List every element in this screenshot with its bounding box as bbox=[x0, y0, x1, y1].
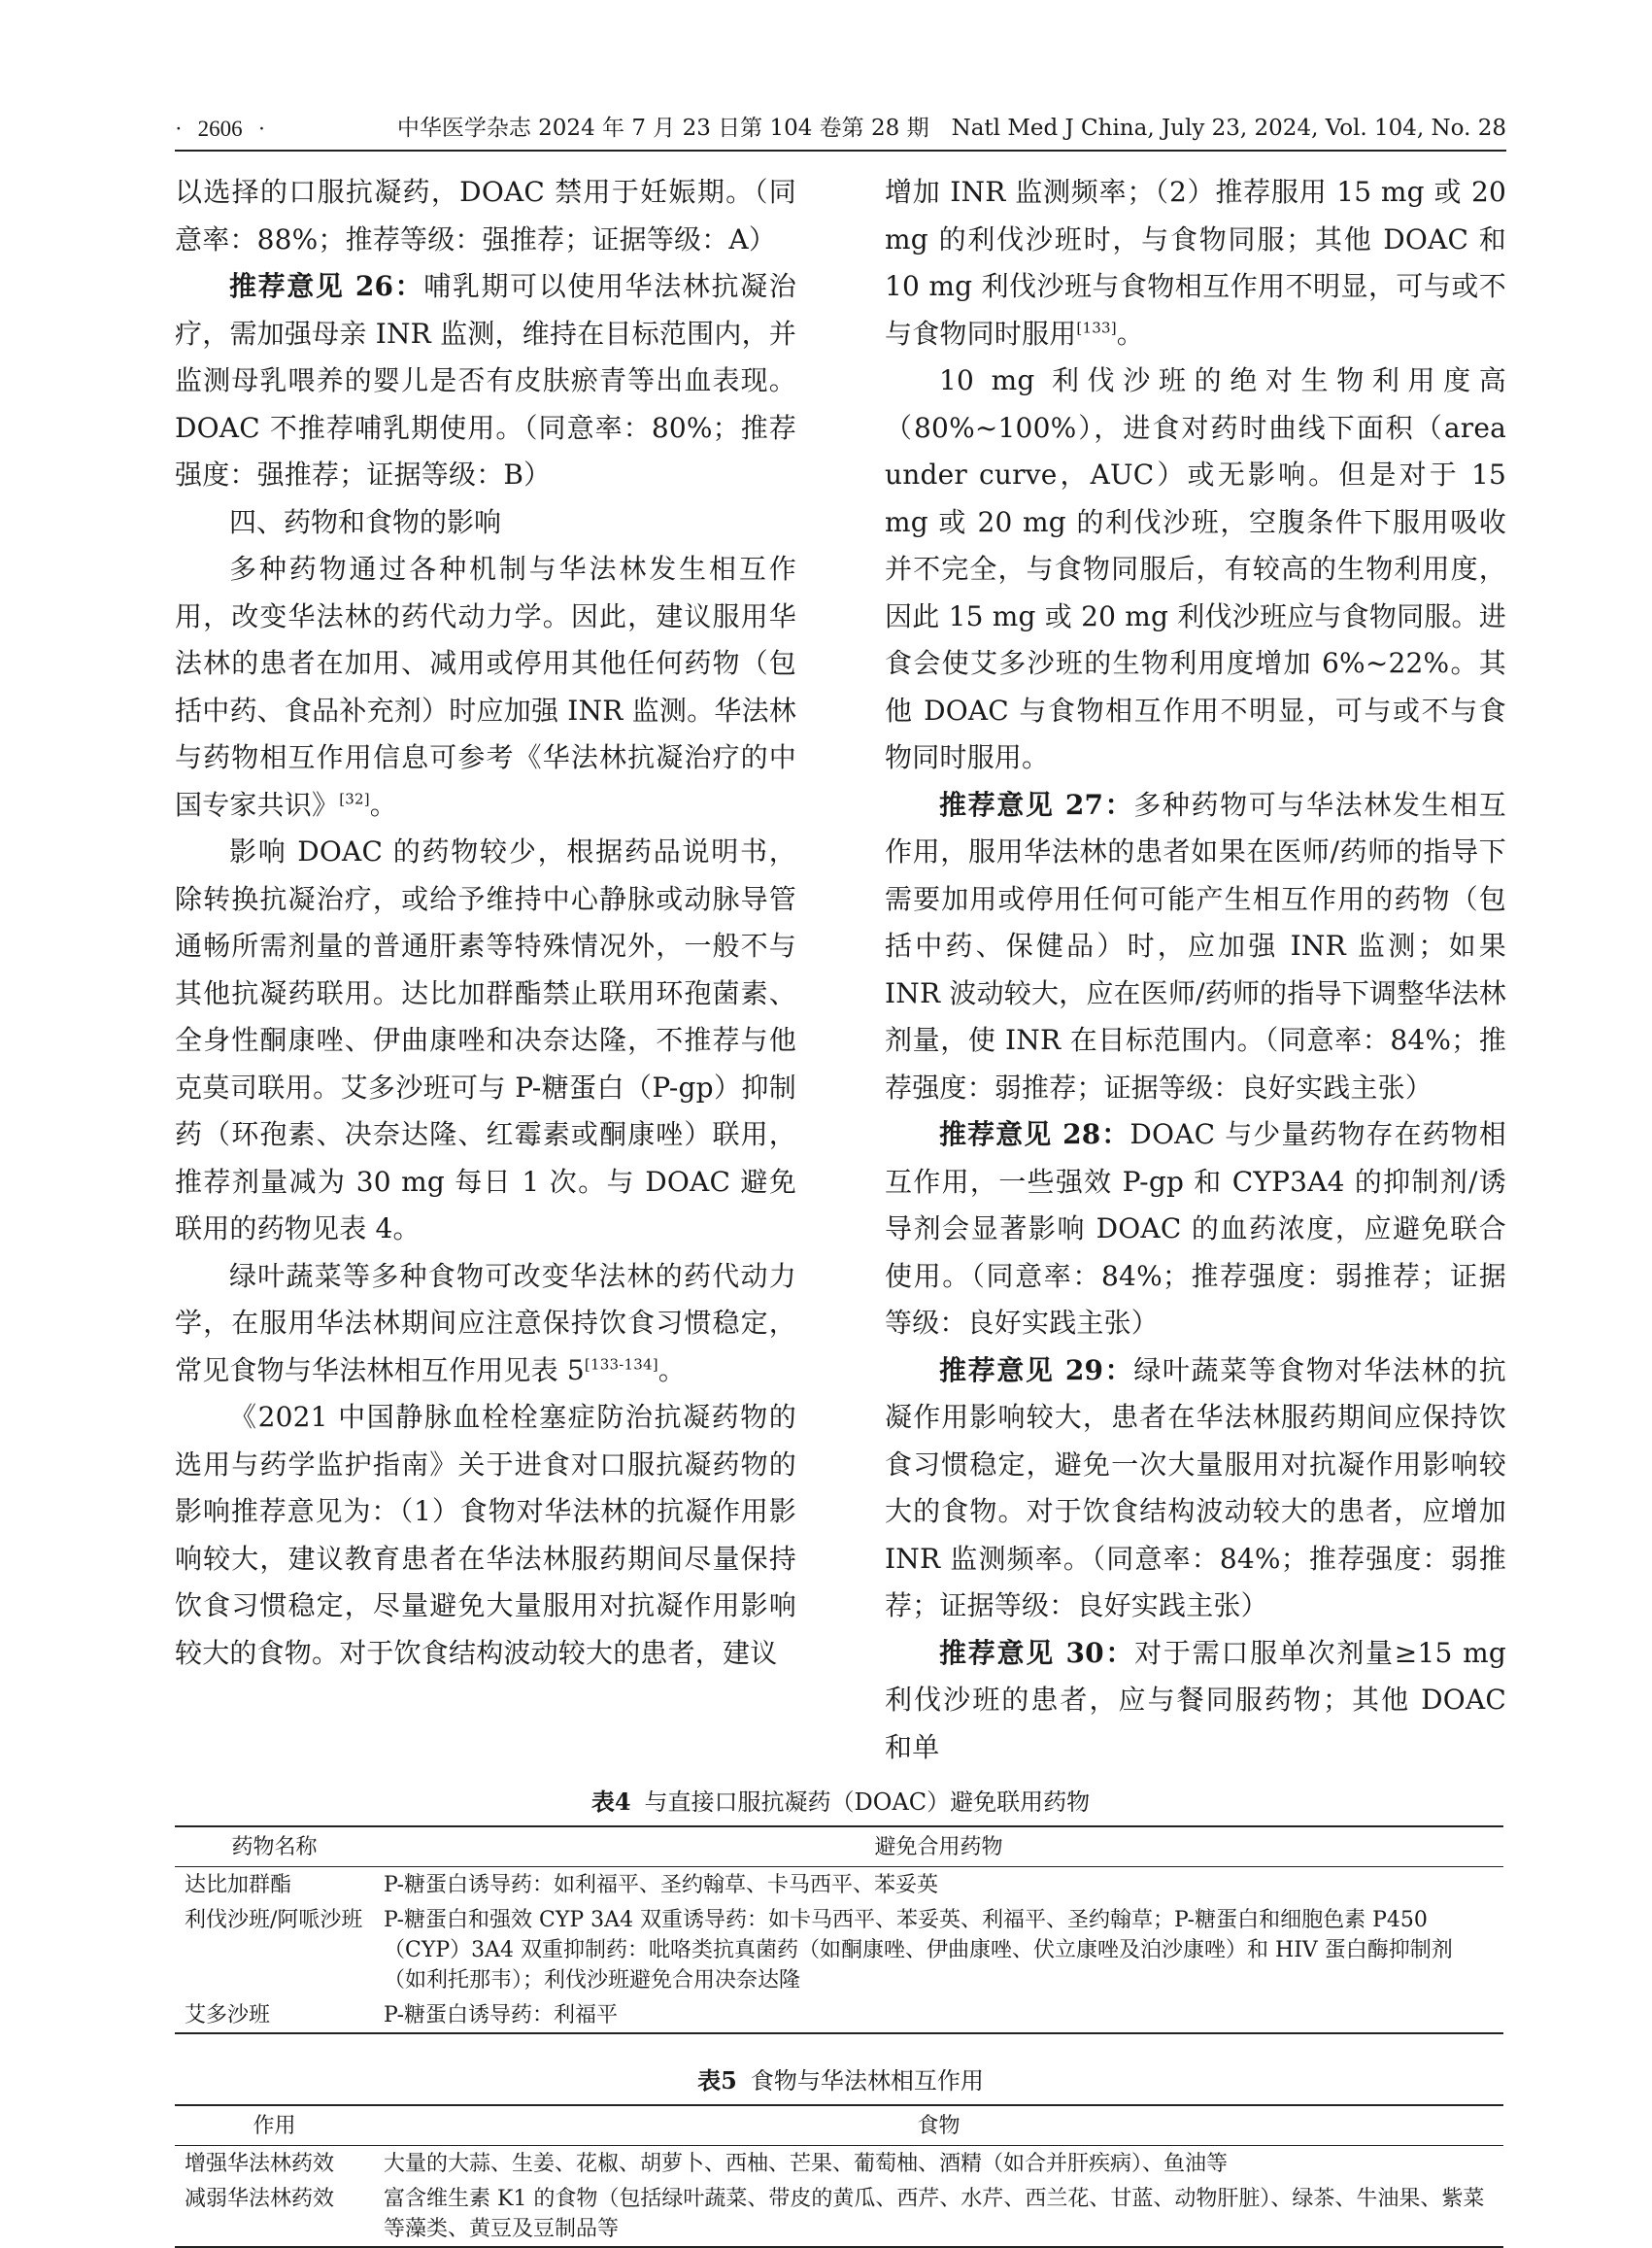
right-paragraph-1-text: 增加 INR 监测频率；（2）推荐服用 15 mg 或 20 mg 的利伐沙班时，与食物同服；其他 DOAC 和 10 mg 利伐沙班与食物相互作用不明显，可与或不与食物同时服用 bbox=[885, 176, 1506, 350]
table-cell: 减弱华法林药效 bbox=[175, 2181, 374, 2247]
table-5-caption bbox=[175, 2065, 1506, 2096]
left-paragraph-1: 以选择的口服抗凝药，DOAC 禁用于妊娠期。（同意率：88%；推荐等级：强推荐；证据等级：A） bbox=[175, 176, 796, 255]
table-cell: 达比加群酯 bbox=[185, 1873, 292, 1897]
recommendation-30 bbox=[885, 1630, 1506, 1772]
journal-citation: 中华医学杂志 2024 年 7 月 23 日第 104 卷第 28 期 Natl Med J China, July 23, 2024, Vol. 104, No. 28 bbox=[396, 115, 1506, 141]
table-5 bbox=[175, 2104, 1503, 2248]
recommendation-28-text: DOAC 与少量药物存在药物相互作用，一些强效 P-gp 和 CYP3A4 的抑制剂/诱导剂会显著影响 DOAC 的血药浓度，应避免联合使用。（同意率：84%；推荐强度：弱推荐；证据等级：良好实践主张） bbox=[885, 1118, 1506, 1339]
right-paragraph-1-end: 。 bbox=[1116, 317, 1144, 350]
table-cell: 富含维生素 K1 的食物（包括绿叶蔬菜、带皮的黄瓜、西芹、水芹、西兰花、甘蓝、动物肝脏）、绿茶、牛油果、紫菜等藻类、黄豆及豆制品等 bbox=[374, 2181, 1503, 2247]
page-number-group bbox=[175, 118, 265, 140]
table-4-header-avoid: 避免合用药物 bbox=[374, 1826, 1503, 1867]
table-cell: P-糖蛋白和强效 CYP 3A4 双重诱导药：如卡马西平、苯妥英、利福平、圣约翰草；P-糖蛋白和细胞色素 P450（CYP）3A4 双重抑制药：吡咯类抗真菌药（如酮康唑、伊曲康唑、伏立康唑及泊沙康唑）和 HIV 蛋白酶抑制剂（如利托那韦）；利伐沙班避免合用决奈达隆 bbox=[384, 1908, 1453, 1993]
right-column bbox=[885, 169, 1506, 1771]
table-4-header-drug: 药物名称 bbox=[175, 1826, 374, 1867]
recommendation-30-label: 推荐意见 30： bbox=[939, 1636, 1135, 1669]
recommendation-30-text: 对于需口服单次剂量≥15 mg 利伐沙班的患者，应与餐同服药物；其他 DOAC 和单 bbox=[885, 1636, 1506, 1763]
table-4-caption bbox=[175, 1787, 1506, 1818]
table-5-title: 食物与华法林相互作用 bbox=[750, 2067, 984, 2095]
left-paragraph-4-citation: [133-134] bbox=[584, 1355, 658, 1374]
table-cell: 艾多沙班 bbox=[175, 1997, 374, 2033]
table-4-title: 与直接口服抗凝药（DOAC）避免联用药物 bbox=[644, 1788, 1091, 1816]
recommendation-26 bbox=[175, 263, 796, 499]
recommendation-28-label: 推荐意见 28： bbox=[939, 1118, 1130, 1150]
table-row bbox=[175, 2146, 1503, 2182]
left-paragraph-2-end: 。 bbox=[369, 788, 397, 821]
recommendation-26-label: 推荐意见 26： bbox=[229, 270, 424, 302]
table-5-header-effect: 作用 bbox=[175, 2105, 374, 2146]
recommendation-29-text: 绿叶蔬菜等食物对华法林的抗凝作用影响较大，患者在华法林服药期间应保持饮食习惯稳定，避免一次大量服用对抗凝作用影响较大的食物。对于饮食结构波动较大的患者，应增加 INR 监测频率。（同意率：84%；推荐强度：弱推荐；证据等级：良好实践主张） bbox=[885, 1353, 1506, 1621]
table-cell: 大量的大蒜、生姜、花椒、胡萝卜、西柚、芒果、葡萄柚、酒精（如合并肝疾病）、鱼油等 bbox=[384, 2152, 1229, 2176]
page-number: 2606 bbox=[197, 116, 243, 141]
recommendation-27-label: 推荐意见 27： bbox=[939, 788, 1134, 821]
two-column-body bbox=[175, 169, 1506, 1771]
recommendation-27-text: 多种药物可与华法林发生相互作用，服用华法林的患者如果在医师/药师的指导下需要加用或停用任何可能产生相互作用的药物（包括中药、保健品）时，应加强 INR 监测；如果 INR 波动较大，应在医师/药师的指导下调整华法林剂量，使 INR 在目标范围内。（同意率：84%；推荐强度：弱推荐；证据等级：良好实践主张） bbox=[885, 788, 1506, 1104]
left-dot-1: · bbox=[175, 116, 183, 141]
right-paragraph-1-citation: [133] bbox=[1076, 319, 1117, 337]
section-4-title: 四、药物和食物的影响 bbox=[229, 505, 502, 538]
table-5-label: 表5 bbox=[697, 2066, 737, 2095]
recommendation-26-text: 哺乳期可以使用华法林抗凝治疗，需加强母亲 INR 监测，维持在目标范围内，并监测母乳喂养的婴儿是否有皮肤瘀青等出血表现。DOAC 不推荐哺乳期使用。（同意率：80%；推荐强度：强推荐；证据等级：B） bbox=[175, 270, 796, 491]
left-paragraph-5: 《2021 中国静脉血栓栓塞症防治抗凝药物的选用与药学监护指南》关于进食对口服抗凝药物的影响推荐意见为：（1）食物对华法林的抗凝作用影响较大，建议教育患者在华法林服药期间尽量保持饮食习惯稳定，尽量避免大量服用对抗凝作用影响较大的食物。对于饮食结构波动较大的患者，建议 bbox=[175, 1401, 796, 1669]
recommendation-29-label: 推荐意见 29： bbox=[939, 1353, 1134, 1386]
table-row bbox=[175, 2181, 1503, 2247]
table-4 bbox=[175, 1825, 1503, 2034]
table-4-header-row bbox=[175, 1826, 1503, 1867]
right-paragraph-2: 10 mg 利伐沙班的绝对生物利用度高（80%~100%），进食对药时曲线下面积（area under curve，AUC）或无影响。但是对于 15 mg 或 20 mg 的利伐沙班，空腹条件下服用吸收并不完全，与食物同服后，有较高的生物利用度，因此 15 mg 或 20 mg 利伐沙班应与食物同服。进食会使艾多沙班的生物利用度增加 6%~22%。其他 DOAC 与食物相互作用不明显，可与或不与食物同时服用。 bbox=[885, 364, 1506, 773]
table-5-header-row bbox=[175, 2105, 1503, 2146]
table-cell: 利伐沙班/阿哌沙班 bbox=[185, 1908, 363, 1932]
table-5-header-food: 食物 bbox=[374, 2105, 1503, 2146]
recommendation-29 bbox=[885, 1347, 1506, 1630]
right-paragraph-1 bbox=[885, 169, 1506, 358]
left-paragraph-4-text: 绿叶蔬菜等多种食物可改变华法林的药代动力学，在服用华法林期间应注意保持饮食习惯稳定，常见食物与华法林相互作用见表 5 bbox=[175, 1259, 796, 1386]
table-cell: 增强华法林药效 bbox=[185, 2152, 335, 2176]
recommendation-28 bbox=[885, 1111, 1506, 1347]
left-paragraph-2 bbox=[175, 546, 796, 829]
left-column bbox=[175, 169, 796, 1771]
table-row bbox=[175, 1997, 1503, 2033]
left-paragraph-2-text: 多种药物通过各种机制与华法林发生相互作用，改变华法林的药代动力学。因此，建议服用华法林的患者在加用、减用或停用其他任何药物（包括中药、食品补充剂）时应加强 INR 监测。华法林与药物相互作用信息可参考《华法林抗凝治疗的中国专家共识》 bbox=[175, 553, 796, 821]
left-paragraph-2-citation: [32] bbox=[339, 790, 370, 808]
page-header bbox=[175, 107, 1506, 152]
recommendation-27 bbox=[885, 782, 1506, 1112]
table-spacer bbox=[175, 2034, 1506, 2050]
table-cell: P-糖蛋白诱导药：利福平 bbox=[374, 1997, 1503, 2033]
table-4-label: 表4 bbox=[590, 1788, 631, 1816]
left-paragraph-4-end: 。 bbox=[657, 1353, 686, 1386]
table-cell: P-糖蛋白诱导药：如利福平、圣约翰草、卡马西平、苯妥英 bbox=[384, 1873, 939, 1897]
left-paragraph-3: 影响 DOAC 的药物较少，根据药品说明书，除转换抗凝治疗，或给予维持中心静脉或动脉导管通畅所需剂量的普通肝素等特殊情况外，一般不与其他抗凝药联用。达比加群酯禁止联用环孢菌素、全身性酮康唑、伊曲康唑和决奈达隆，不推荐与他克莫司联用。艾多沙班可与 P-糖蛋白（P-gp）抑制药（环孢素、决奈达隆、红霉素或酮康唑）联用，推荐剂量减为 30 mg 每日 1 次。与 DOAC 避免联用的药物见表 4。 bbox=[175, 835, 796, 1244]
left-dot-2: · bbox=[257, 116, 266, 141]
table-row bbox=[175, 1867, 1503, 1903]
table-row bbox=[175, 1902, 1503, 1997]
left-paragraph-4 bbox=[175, 1253, 796, 1395]
